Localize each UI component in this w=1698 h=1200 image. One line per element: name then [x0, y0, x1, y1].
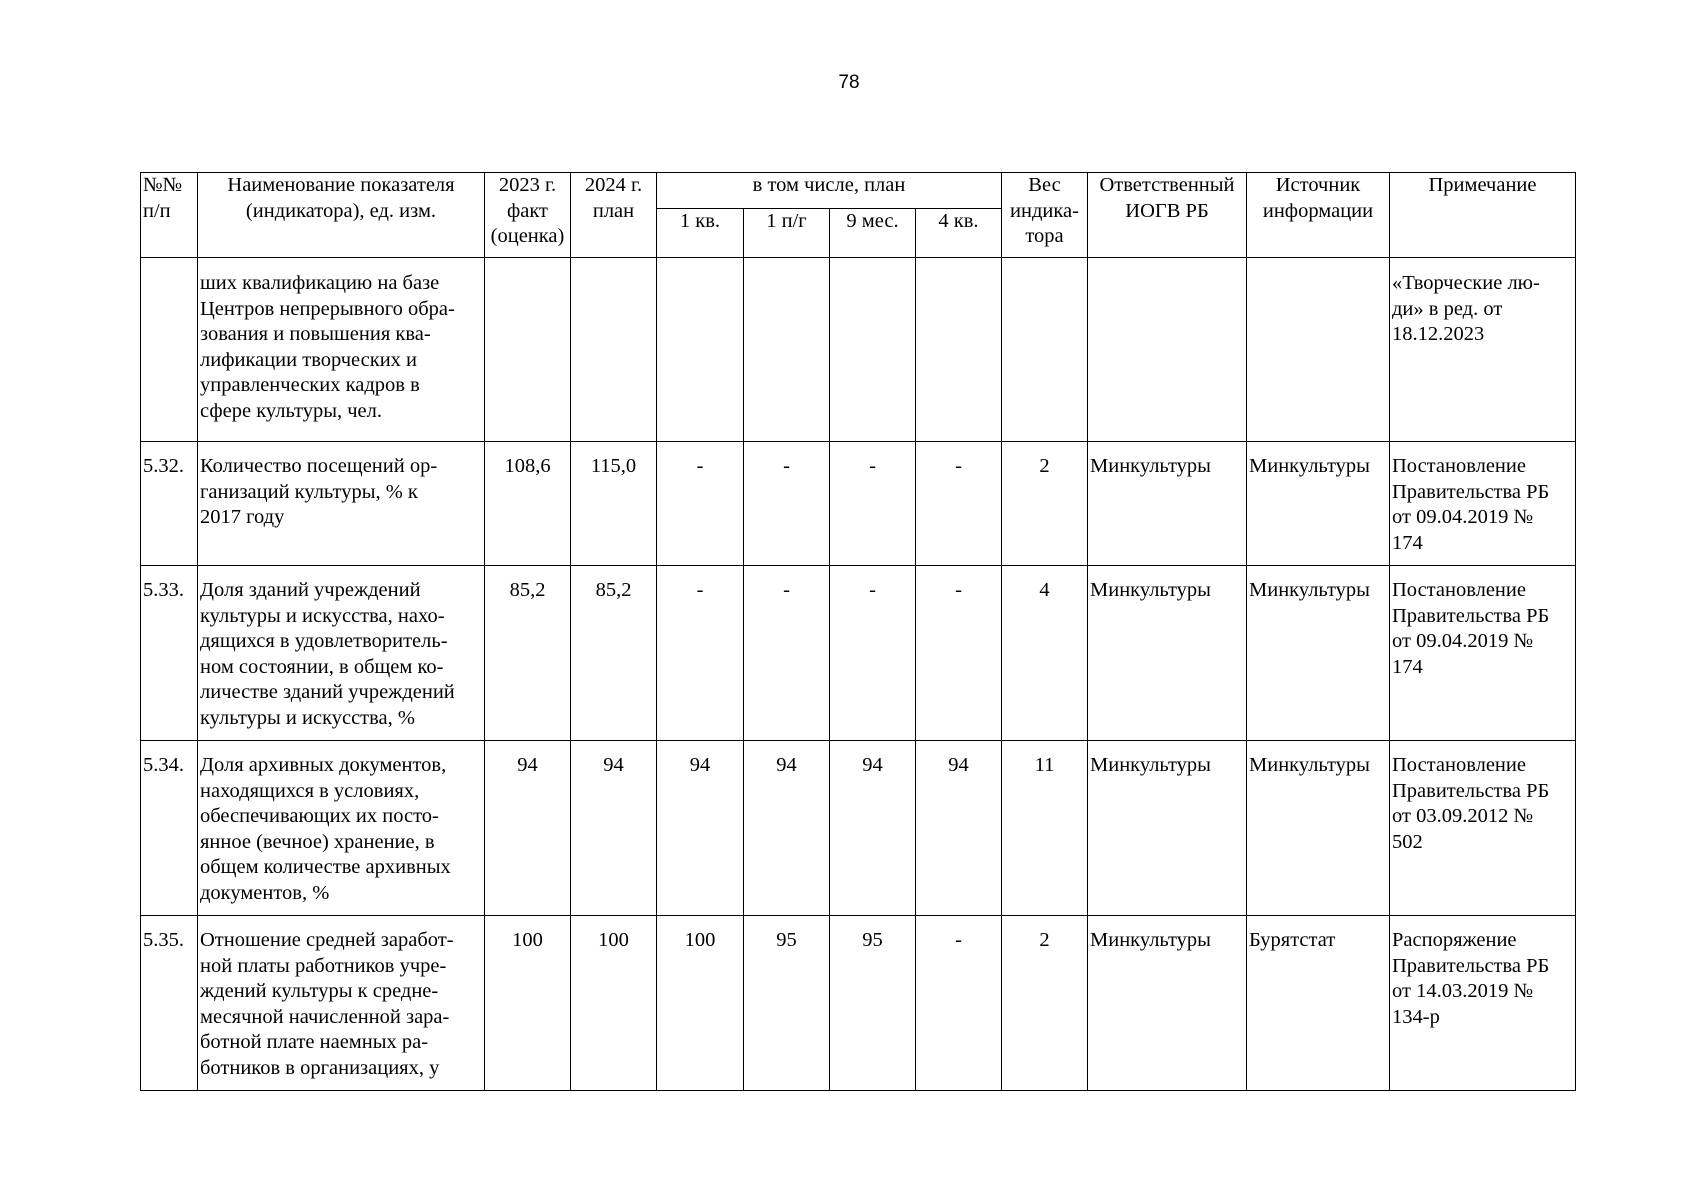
- row-num: 5.35.: [141, 916, 198, 1091]
- row-q4: -: [916, 566, 1002, 741]
- row-fact: 85,2: [485, 566, 571, 741]
- row-q4: -: [916, 916, 1002, 1091]
- row-source: Минкультуры: [1247, 566, 1390, 741]
- row-note: Постановление Правительства РБ от 09.04.2019 № 174: [1390, 442, 1576, 566]
- row-weight: 2: [1002, 916, 1088, 1091]
- row-num: 5.33.: [141, 566, 198, 741]
- row-h1: -: [744, 442, 830, 566]
- row-9m: [830, 258, 916, 442]
- row-q1: 100: [657, 916, 744, 1091]
- row-name: Количество посещений ор- ганизаций культуры, % к 2017 году: [198, 442, 485, 566]
- row-h1: 94: [744, 741, 830, 916]
- row-weight: 4: [1002, 566, 1088, 741]
- row-source: [1247, 258, 1390, 442]
- row-h1: -: [744, 566, 830, 741]
- row-name: Доля архивных документов, находящихся в условиях, обеспечивающих их посто- янное (вечное) хранение, в общем количестве архивных документов, %: [198, 741, 485, 916]
- header-num: №№ п/п: [141, 173, 198, 258]
- table-row: [141, 258, 1576, 442]
- row-plan: 94: [571, 741, 657, 916]
- header-q4: 4 кв.: [916, 209, 1002, 258]
- row-note: «Творческие лю- ди» в ред. от 18.12.2023: [1390, 258, 1576, 442]
- row-responsible: Минкультуры: [1088, 741, 1247, 916]
- row-name: Доля зданий учреждений культуры и искусства, нахо- дящихся в удовлетворитель- ном состоянии, в общем ко- личестве зданий учреждений культуры и искусства, %: [198, 566, 485, 741]
- header-source: Источник информации: [1247, 173, 1390, 258]
- row-source: Минкультуры: [1247, 442, 1390, 566]
- row-q4: 94: [916, 741, 1002, 916]
- row-note: Распоряжение Правительства РБ от 14.03.2019 № 134-р: [1390, 916, 1576, 1091]
- row-name: Отношение средней заработ- ной платы работников учре- ждений культуры к средне- месячной начисленной зара- ботной плате наемных ра- ботников в организациях, у: [198, 916, 485, 1091]
- table-row: [141, 916, 1576, 1091]
- row-9m: -: [830, 566, 916, 741]
- row-responsible: Минкультуры: [1088, 566, 1247, 741]
- header-weight: Вес индика-тора: [1002, 173, 1088, 258]
- header-plan-2024: 2024 г. план: [571, 173, 657, 258]
- row-q1: -: [657, 442, 744, 566]
- row-responsible: Минкультуры: [1088, 442, 1247, 566]
- header-row: [141, 173, 1576, 209]
- row-fact: 108,6: [485, 442, 571, 566]
- row-plan: [571, 258, 657, 442]
- row-9m: 94: [830, 741, 916, 916]
- page-number: 78: [838, 72, 860, 93]
- row-q1: [657, 258, 744, 442]
- row-q1: -: [657, 566, 744, 741]
- row-note: Постановление Правительства РБ от 03.09.2012 № 502: [1390, 741, 1576, 916]
- row-source: Минкультуры: [1247, 741, 1390, 916]
- row-9m: 95: [830, 916, 916, 1091]
- row-q4: [916, 258, 1002, 442]
- row-fact: 94: [485, 741, 571, 916]
- row-num: [141, 258, 198, 442]
- row-num: 5.34.: [141, 741, 198, 916]
- row-weight: 2: [1002, 442, 1088, 566]
- row-fact: [485, 258, 571, 442]
- table-row: [141, 741, 1576, 916]
- row-plan: 115,0: [571, 442, 657, 566]
- header-h1: 1 п/г: [744, 209, 830, 258]
- row-fact: 100: [485, 916, 571, 1091]
- row-q1: 94: [657, 741, 744, 916]
- header-name: Наименование показателя (индикатора), ед. изм.: [198, 173, 485, 258]
- table-row: [141, 566, 1576, 741]
- table-row: [141, 442, 1576, 566]
- row-responsible: [1088, 258, 1247, 442]
- row-h1: [744, 258, 830, 442]
- header-including-plan: в том числе, план: [657, 173, 1002, 209]
- row-name: ших квалификацию на базе Центров непрерывного обра- зования и повышения ква- лификации творческих и управленческих кадров в сфере культуры, чел.: [198, 258, 485, 442]
- row-weight: 11: [1002, 741, 1088, 916]
- header-q1: 1 кв.: [657, 209, 744, 258]
- row-9m: -: [830, 442, 916, 566]
- header-note: Примечание: [1390, 173, 1576, 258]
- row-num: 5.32.: [141, 442, 198, 566]
- row-responsible: Минкультуры: [1088, 916, 1247, 1091]
- row-source: Бурятстат: [1247, 916, 1390, 1091]
- header-fact-2023: 2023 г. факт (оценка): [485, 173, 571, 258]
- row-plan: 85,2: [571, 566, 657, 741]
- row-note: Постановление Правительства РБ от 09.04.2019 № 174: [1390, 566, 1576, 741]
- header-responsible: Ответственный ИОГВ РБ: [1088, 173, 1247, 258]
- row-q4: -: [916, 442, 1002, 566]
- row-weight: [1002, 258, 1088, 442]
- indicators-table: [140, 172, 1576, 1091]
- row-plan: 100: [571, 916, 657, 1091]
- header-9m: 9 мес.: [830, 209, 916, 258]
- row-h1: 95: [744, 916, 830, 1091]
